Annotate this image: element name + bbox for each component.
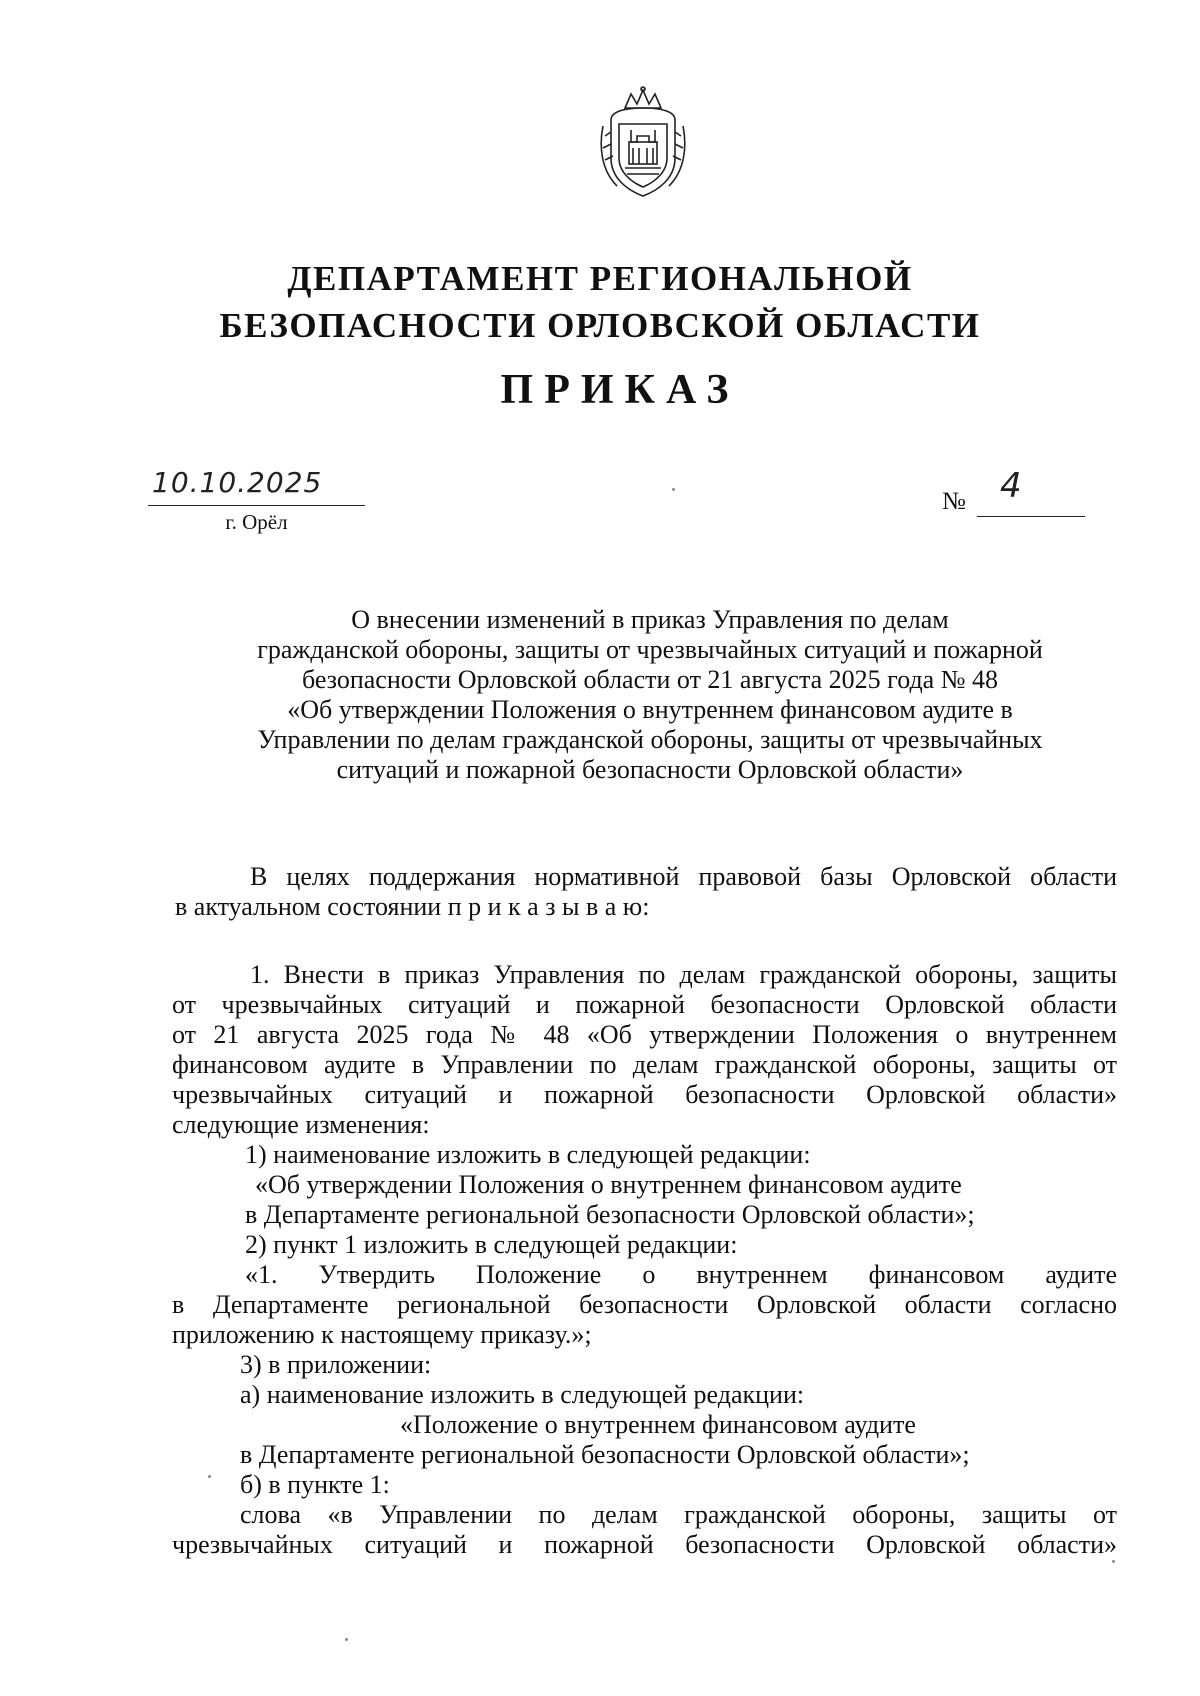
subject-line: «Об утверждении Положения о внутреннем финансовом аудите в	[287, 695, 1013, 724]
number-label: №	[942, 488, 966, 515]
subject-line: О внесении изменений в приказ Управления по делам	[351, 605, 949, 634]
subitem-3b-line: чрезвычайных ситуаций и пожарной безопасности Орловской области»	[172, 1530, 1117, 1559]
subject-line: Управлении по делам гражданской обороны, защиты от чрезвычайных	[257, 725, 1043, 754]
document-title: ПРИКАЗ	[500, 367, 740, 413]
number-underline	[977, 516, 1085, 517]
scan-speck	[345, 1638, 348, 1641]
item-1-line: 1. Внести в приказ Управления по делам гражданской обороны, защиты	[250, 960, 1117, 989]
order-subject	[200, 605, 1100, 785]
organization-line-2: БЕЗОПАСНОСТИ ОРЛОВСКОЙ ОБЛАСТИ	[219, 306, 981, 345]
subitem-3b: б) в пункте 1:	[240, 1470, 390, 1499]
item-1-line: от чрезвычайных ситуаций и пожарной безопасности Орловской области	[172, 990, 1117, 1019]
date-underline	[148, 505, 365, 506]
subitem-2-quote: «1. Утвердить Положение о внутреннем финансовом аудите	[245, 1260, 1117, 1289]
subitem-3a-quote: в Департаменте региональной безопасности Орловской области»;	[240, 1440, 970, 1469]
organization-line-1: ДЕПАРТАМЕНТ РЕГИОНАЛЬНОЙ	[287, 259, 913, 298]
preamble-line: в актуальном состоянии п р и к а з ы в а ю:	[175, 892, 650, 921]
subitem-3a: а) наименование изложить в следующей редакции:	[240, 1380, 805, 1409]
subitem-3a-quote: «Положение о внутреннем финансовом аудите	[400, 1410, 916, 1439]
item-1-line: чрезвычайных ситуаций и пожарной безопасности Орловской области»	[172, 1080, 1117, 1109]
item-1-line: от 21 августа 2025 года № 48 «Об утверждении Положения о внутреннем	[172, 1020, 1117, 1049]
subject-line: гражданской обороны, защиты от чрезвычайных ситуаций и пожарной	[257, 635, 1043, 664]
coat-of-arms-emblem	[595, 86, 691, 200]
subitem-3: 3) в приложении:	[240, 1350, 432, 1379]
city-label: г. Орёл	[225, 510, 288, 534]
subitem-1-quote: «Об утверждении Положения о внутреннем финансовом аудите	[255, 1170, 962, 1199]
subject-line: безопасности Орловской области от 21 августа 2025 года № 48	[301, 665, 999, 694]
subitem-2-quote: приложению к настоящему приказу.»;	[172, 1320, 592, 1349]
subitem-1-quote: в Департаменте региональной безопасности Орловской области»;	[245, 1200, 975, 1229]
organization-name	[0, 255, 1200, 349]
subitem-2-quote: в Департаменте региональной безопасности Орловской области согласно	[172, 1290, 1117, 1319]
handwritten-date: 10.10.2025	[152, 466, 323, 499]
item-1-line: следующие изменения:	[172, 1110, 430, 1139]
scan-speck	[672, 488, 675, 491]
subject-line: ситуаций и пожарной безопасности Орловской области»	[336, 755, 964, 784]
subitem-1: 1) наименование изложить в следующей редакции:	[245, 1140, 811, 1169]
subitem-2: 2) пункт 1 изложить в следующей редакции:	[245, 1230, 738, 1259]
scan-speck	[1112, 1560, 1115, 1563]
preamble-line: В целях поддержания нормативной правовой базы Орловской области	[250, 862, 1117, 891]
item-1-line: финансовом аудите в Управлении по делам гражданской обороны, защиты от	[172, 1050, 1117, 1079]
handwritten-number: 4	[1000, 466, 1022, 506]
subitem-3b-line: слова «в Управлении по делам гражданской обороны, защиты от	[240, 1500, 1117, 1529]
scan-speck	[208, 1475, 211, 1478]
